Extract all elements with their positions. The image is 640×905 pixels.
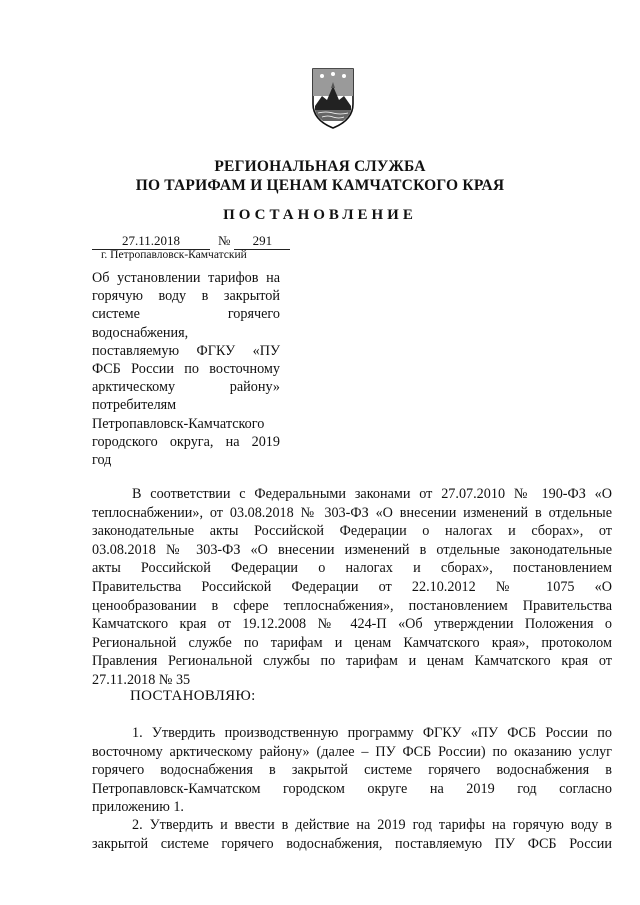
subject-line: Петропавловск-Камчатского xyxy=(92,415,265,432)
date-number-line xyxy=(92,233,290,250)
preamble-line: теплоснабжении», от 03.08.2018 № 303-ФЗ «О внесении изменений в отдельные xyxy=(92,504,612,521)
subject-line: Об установлении тарифов на xyxy=(92,270,280,286)
subject-line: системе горячего xyxy=(92,306,280,323)
preamble-line: законодательные акты Российской Федерации о налогах и сборах», от xyxy=(92,523,612,540)
item-1-line: 1. Утвердить производственную программу ФГКУ «ПУ ФСБ России по xyxy=(132,725,612,741)
agency-title-line1: РЕГИОНАЛЬНАЯ СЛУЖБА xyxy=(214,158,426,175)
preamble-line: Региональной службе по тарифам и ценам Камчатского края», протоколом xyxy=(92,634,612,651)
preamble-line: ценообразовании в сфере теплоснабжения», постановлением Правительства xyxy=(92,597,612,614)
preamble-line: 03.08.2018 № 303-ФЗ «О внесении изменений в отдельные законодательные xyxy=(92,541,612,558)
item-2-paragraph xyxy=(92,816,612,853)
preamble-line: акты Российской Федерации о налогах и сборах», постановлением xyxy=(92,560,612,577)
document-type-title: ПОСТАНОВЛЕНИЕ xyxy=(223,207,417,223)
subject-line: поставляемую ФГКУ «ПУ xyxy=(92,342,280,359)
document-number: 291 xyxy=(234,233,290,250)
preamble-line: Правительства Российской Федерации от 22.10.2012 № 1075 «О xyxy=(92,578,612,595)
subject-line: горячую воду в закрытой xyxy=(92,288,280,305)
kamchatka-coat-of-arms-icon xyxy=(310,66,356,130)
preamble-line: Правления Региональной службы по тарифам и ценам Камчатского края от xyxy=(92,653,612,670)
subject-line: потребителям xyxy=(92,397,177,414)
subject-line: год xyxy=(92,452,112,469)
number-label: № xyxy=(218,233,231,248)
subject-block xyxy=(92,269,280,469)
item-1-line: восточному арктическому району» (далее – ПУ ФСБ России) по оказанию услуг xyxy=(92,743,612,760)
item-1-paragraph xyxy=(92,724,612,817)
preamble-line: Камчатского края от 19.12.2008 № 424-П «Об утверждении Положения о xyxy=(92,616,612,633)
preamble-line: В соответствии с Федеральными законами от 27.07.2010 № 190-ФЗ «О xyxy=(132,486,612,502)
subject-line: городского округа, на 2019 xyxy=(92,433,280,450)
item-2-line: 2. Утвердить и ввести в действие на 2019 год тарифы на горячую воду в xyxy=(132,817,612,833)
subject-line: ФСБ России по восточному xyxy=(92,361,280,378)
document-date: 27.11.2018 xyxy=(92,233,210,250)
preamble-line: 27.11.2018 № 35 xyxy=(92,671,191,688)
item-1-line: Петропавловск-Камчатском городском округе на 2019 год согласно xyxy=(92,780,612,797)
resolve-heading: ПОСТАНОВЛЯЮ: xyxy=(130,688,256,704)
subject-line: водоснабжения, xyxy=(92,324,189,341)
item-1-line: приложению 1. xyxy=(92,799,184,816)
preamble-paragraph xyxy=(92,485,612,690)
agency-title-line2: ПО ТАРИФАМ И ЦЕНАМ КАМЧАТСКОГО КРАЯ xyxy=(135,177,505,194)
item-1-line: горячего водоснабжения в закрытой системе горячего водоснабжения в xyxy=(92,762,612,779)
subject-line: арктическому району» xyxy=(92,379,280,396)
item-2-line: закрытой системе горячего водоснабжения, поставляемую ПУ ФСБ России xyxy=(92,835,612,852)
city-of-issue: г. Петропавловск-Камчатский xyxy=(101,249,247,261)
